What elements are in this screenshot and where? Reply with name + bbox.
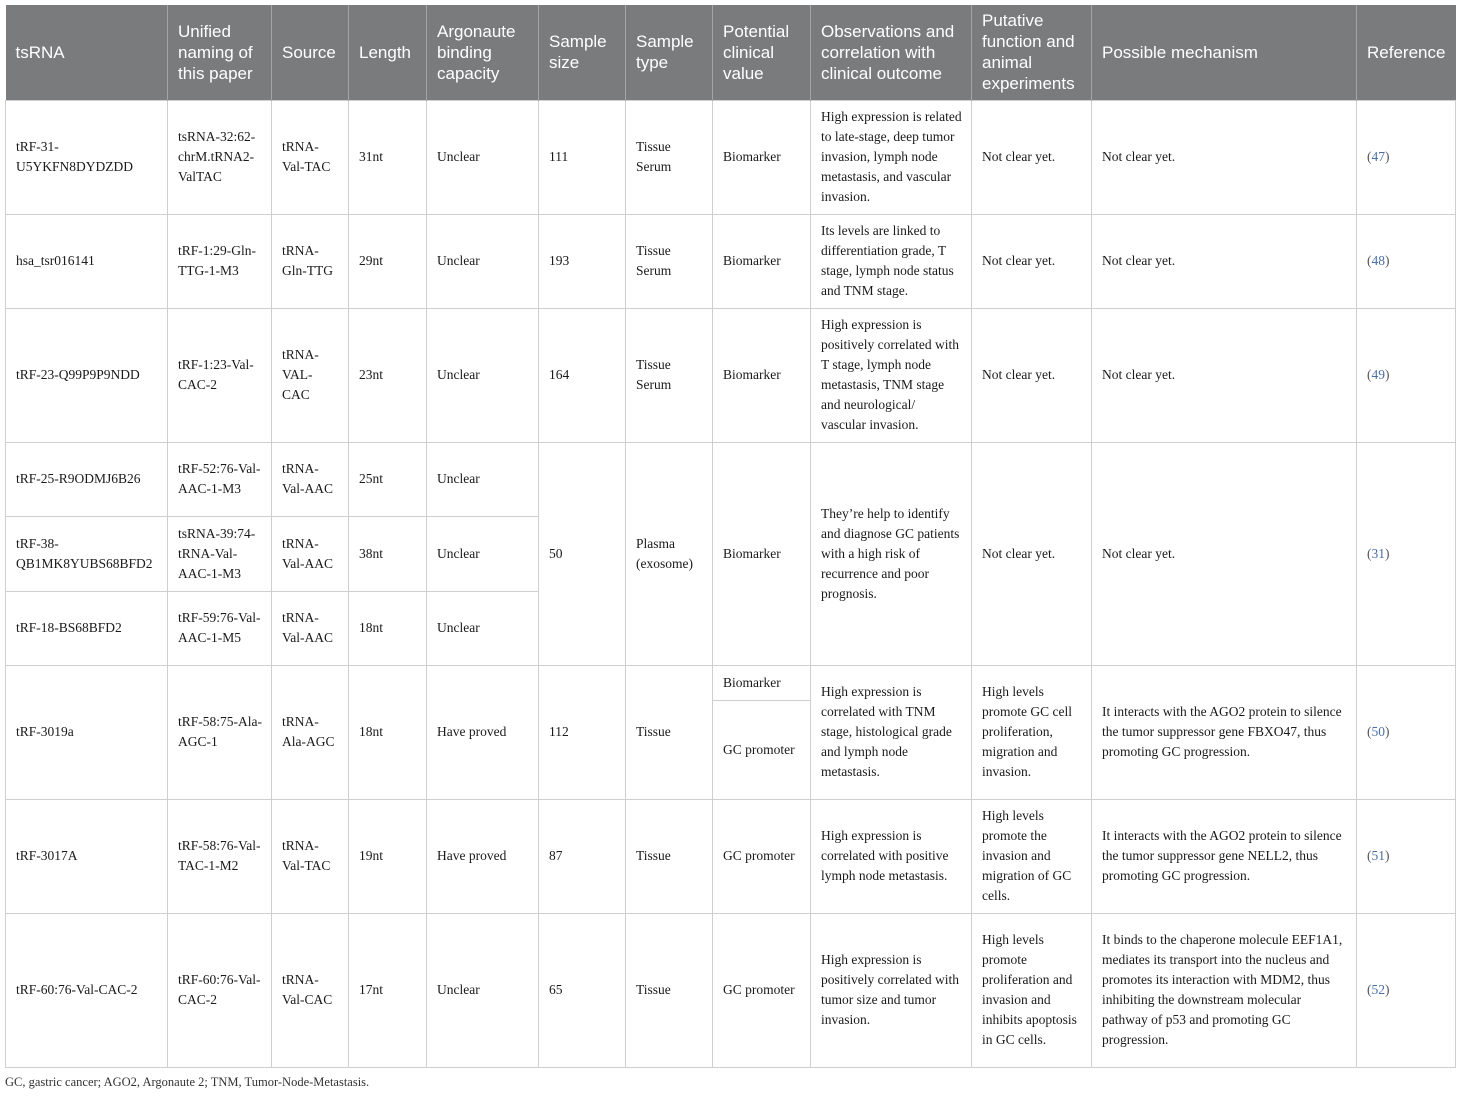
table-container: [5, 5, 1455, 1068]
cell-length: 17nt: [349, 913, 427, 1067]
cell-type: [626, 308, 713, 442]
cell-function: High levels promote proliferation and invasion and inhibits apoptosis in GC cells.: [972, 913, 1092, 1067]
cell-mechanism: Not clear yet.: [1092, 100, 1357, 214]
cell-size: 87: [539, 799, 626, 913]
header-observations: Observations and correlation with clinical outcome: [811, 5, 972, 100]
header-sample-type: Sample type: [626, 5, 713, 100]
cell-observations: They’re help to identify and diagnose GC patients with a high risk of recurrence and poor prognosis.: [811, 442, 972, 665]
cell-function: High levels promote the invasion and migration of GC cells.: [972, 799, 1092, 913]
cell-type: [626, 100, 713, 214]
reference-link[interactable]: 31: [1371, 545, 1385, 561]
cell-tsrna: tRF-31-U5YKFN8DYDZDD: [6, 100, 168, 214]
cell-unified: tRF-58:75-Ala-AGC-1: [168, 665, 272, 799]
cell-value: Biomarker: [713, 100, 811, 214]
cell-size: 164: [539, 308, 626, 442]
cell-tsrna: hsa_tsr016141: [6, 214, 168, 308]
cell-tsrna: tRF-18-BS68BFD2: [6, 591, 168, 665]
cell-observations: Its levels are linked to differentiation grade, T stage, lymph node status and TNM stage.: [811, 214, 972, 308]
reference-link[interactable]: 50: [1371, 724, 1385, 739]
cell-size: 50: [539, 442, 626, 665]
cell-unified: tRF-1:23-Val-CAC-2: [168, 308, 272, 442]
cell-length: 31nt: [349, 100, 427, 214]
sample-type-line: Tissue: [636, 243, 671, 258]
header-tsrna: tsRNA: [6, 5, 168, 100]
header-row: [6, 5, 1456, 100]
cell-ago: Unclear: [427, 442, 539, 516]
cell-ago: Unclear: [427, 913, 539, 1067]
cell-observations: High expression is correlated with positive lymph node metastasis.: [811, 799, 972, 913]
cell-value: Biomarker: [713, 308, 811, 442]
header-unified-naming: Unified naming of this paper: [168, 5, 272, 100]
cell-source: tRNA-Gln-TTG: [272, 214, 349, 308]
reference-link[interactable]: 52: [1371, 982, 1385, 997]
cell-unified: tRF-60:76-Val-CAC-2: [168, 913, 272, 1067]
cell-size: 111: [539, 100, 626, 214]
cell-value: GC promoter: [713, 913, 811, 1067]
cell-observations: High expression is positively correlated with tumor size and tumor invasion.: [811, 913, 972, 1067]
cell-function: Not clear yet.: [972, 100, 1092, 214]
cell-ago: Have proved: [427, 665, 539, 799]
table-row: [6, 214, 1456, 308]
header-sample-size: Sample size: [539, 5, 626, 100]
tsrna-table: [5, 5, 1456, 1068]
cell-size: 193: [539, 214, 626, 308]
cell-reference: (31): [1357, 442, 1456, 665]
cell-mechanism: It interacts with the AGO2 protein to silence the tumor suppressor gene FBXO47, thus promoting GC progression.: [1092, 665, 1357, 799]
table-footnote: GC, gastric cancer; AGO2, Argonaute 2; TNM, Tumor-Node-Metastasis.: [5, 1075, 370, 1089]
cell-mechanism: It interacts with the AGO2 protein to silence the tumor suppressor gene NELL2, thus promoting GC progression.: [1092, 799, 1357, 913]
cell-type: [626, 214, 713, 308]
cell-tsrna: tRF-25-R9ODMJ6B26: [6, 442, 168, 516]
cell-reference: (51): [1357, 799, 1456, 913]
cell-source: tRNA-Val-AAC: [272, 591, 349, 665]
cell-ago: Have proved: [427, 799, 539, 913]
cell-reference: (47): [1357, 100, 1456, 214]
cell-value: Biomarker: [713, 442, 811, 665]
cell-type: Tissue: [626, 799, 713, 913]
table-row: [6, 799, 1456, 913]
cell-function: High levels promote GC cell proliferation, migration and invasion.: [972, 665, 1092, 799]
cell-source: tRNA-VAL-CAC: [272, 308, 349, 442]
sample-type-line: Serum: [636, 377, 672, 392]
table-row: [6, 442, 1456, 516]
cell-observations: High expression is correlated with TNM stage, histological grade and lymph node metastasis.: [811, 665, 972, 799]
cell-unified: tRF-58:76-Val-TAC-1-M2: [168, 799, 272, 913]
cell-tsrna: tRF-3017A: [6, 799, 168, 913]
cell-unified: tRF-59:76-Val-AAC-1-M5: [168, 591, 272, 665]
cell-observations: High expression is related to late-stage, deep tumor invasion, lymph node metastasis, and vascular invasion.: [811, 100, 972, 214]
cell-tsrna: tRF-38-QB1MK8YUBS68BFD2: [6, 516, 168, 591]
cell-mechanism: Not clear yet.: [1092, 442, 1357, 665]
cell-length: 38nt: [349, 516, 427, 591]
sample-type-line: Serum: [636, 159, 672, 174]
cell-length: 18nt: [349, 665, 427, 799]
header-reference: Reference: [1357, 5, 1456, 100]
table-row: [6, 665, 1456, 700]
cell-tsrna: tRF-23-Q99P9P9NDD: [6, 308, 168, 442]
cell-reference: (50): [1357, 665, 1456, 799]
cell-value: Biomarker: [713, 665, 811, 700]
cell-tsrna: tRF-3019a: [6, 665, 168, 799]
cell-unified: tsRNA-39:74-tRNA-Val-AAC-1-M3: [168, 516, 272, 591]
sample-type-line: Tissue: [636, 139, 671, 154]
cell-size: 112: [539, 665, 626, 799]
cell-ago: Unclear: [427, 214, 539, 308]
table-row: [6, 100, 1456, 214]
cell-unified: tsRNA-32:62-chrM.tRNA2-ValTAC: [168, 100, 272, 214]
cell-mechanism: Not clear yet.: [1092, 214, 1357, 308]
sample-type-line: Serum: [636, 263, 672, 278]
header-argonaute: Argonaute binding capacity: [427, 5, 539, 100]
cell-length: 23nt: [349, 308, 427, 442]
cell-source: tRNA-Val-TAC: [272, 100, 349, 214]
cell-observations: High expression is positively correlated with T stage, lymph node metastasis, TNM stage and neurological/ vascular invasion.: [811, 308, 972, 442]
cell-tsrna: tRF-60:76-Val-CAC-2: [6, 913, 168, 1067]
cell-type: Tissue: [626, 665, 713, 799]
cell-ago: Unclear: [427, 308, 539, 442]
cell-source: tRNA-Ala-AGC: [272, 665, 349, 799]
cell-ago: Unclear: [427, 100, 539, 214]
header-source: Source: [272, 5, 349, 100]
reference-link[interactable]: 47: [1371, 149, 1385, 164]
header-mechanism: Possible mechanism: [1092, 5, 1357, 100]
cell-function: Not clear yet.: [972, 442, 1092, 665]
cell-length: 19nt: [349, 799, 427, 913]
cell-mechanism: It binds to the chaperone molecule EEF1A1, mediates its transport into the nucleus and promotes its interaction with MDM2, thus inhibiting the downstream molecular pathway of p53 and promoting GC progression.: [1092, 913, 1357, 1067]
cell-source: tRNA-Val-AAC: [272, 516, 349, 591]
cell-length: 18nt: [349, 591, 427, 665]
cell-function: Not clear yet.: [972, 214, 1092, 308]
cell-reference: (49): [1357, 308, 1456, 442]
reference-link[interactable]: 49: [1371, 367, 1385, 382]
cell-value: Biomarker: [713, 214, 811, 308]
sample-type-line: Tissue: [636, 357, 671, 372]
header-function: Putative function and animal experiments: [972, 5, 1092, 100]
cell-value: GC promoter: [713, 700, 811, 799]
cell-mechanism: Not clear yet.: [1092, 308, 1357, 442]
cell-length: 29nt: [349, 214, 427, 308]
table-row: [6, 308, 1456, 442]
cell-source: tRNA-Val-TAC: [272, 799, 349, 913]
cell-ago: Unclear: [427, 516, 539, 591]
cell-type: Plasma (exosome): [626, 442, 713, 665]
cell-source: tRNA-Val-AAC: [272, 442, 349, 516]
cell-unified: tRF-1:29-Gln-TTG-1-M3: [168, 214, 272, 308]
cell-ago: Unclear: [427, 591, 539, 665]
cell-source: tRNA-Val-CAC: [272, 913, 349, 1067]
reference-link[interactable]: 51: [1371, 848, 1385, 863]
cell-unified: tRF-52:76-Val-AAC-1-M3: [168, 442, 272, 516]
cell-reference: (48): [1357, 214, 1456, 308]
cell-value: GC promoter: [713, 799, 811, 913]
cell-size: 65: [539, 913, 626, 1067]
reference-link[interactable]: 48: [1371, 253, 1385, 268]
header-length: Length: [349, 5, 427, 100]
cell-function: Not clear yet.: [972, 308, 1092, 442]
cell-length: 25nt: [349, 442, 427, 516]
table-row: [6, 913, 1456, 1067]
cell-reference: (52): [1357, 913, 1456, 1067]
cell-type: Tissue: [626, 913, 713, 1067]
header-clinical-value: Potential clinical value: [713, 5, 811, 100]
